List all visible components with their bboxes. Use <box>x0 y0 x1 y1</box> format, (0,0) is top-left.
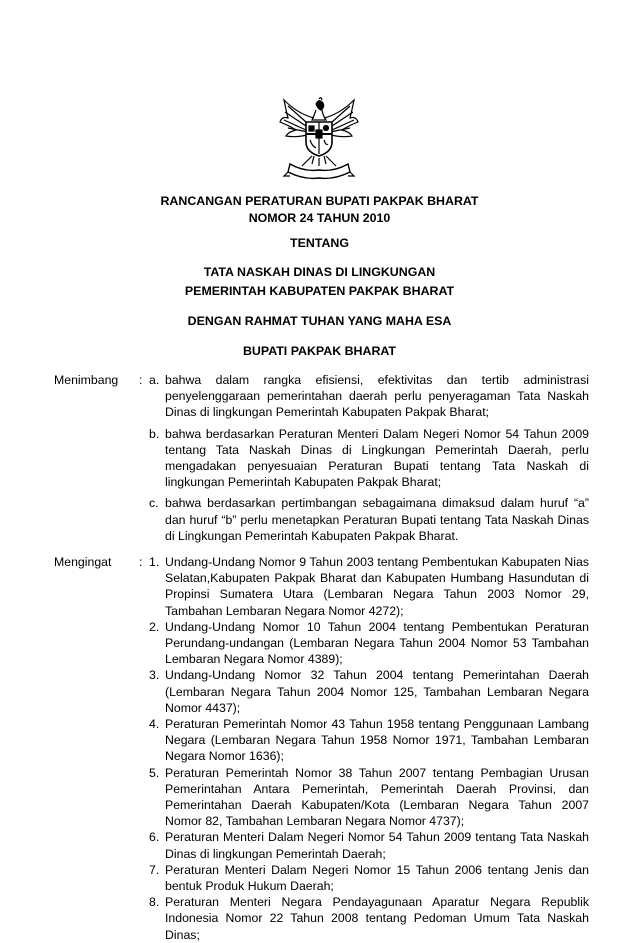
item-mark: 5. <box>149 765 160 780</box>
item-text: Undang-Undang Nomor 9 Tahun 2003 tentang Pembentukan Kabupaten Nias Selatan,Kabupaten Pakpak Bharat dan Kabupaten Humbang Hasundutan di Propinsi Sumatera Utara (Lembaran Negara Tahun 2003 Nomor 29, Tambahan Lembaran Negara Nomor 4272); <box>165 555 589 618</box>
menimbang-item <box>139 426 589 491</box>
document-title: RANCANGAN PERATURAN BUPATI PAKPAK BHARAT <box>160 194 479 208</box>
item-mark: c. <box>149 496 159 511</box>
mengingat-item <box>139 862 589 894</box>
rahmat-line: DENGAN RAHMAT TUHAN YANG MAHA ESA <box>187 314 452 328</box>
item-text: bahwa berdasarkan Peraturan Menteri Dalam Negeri Nomor 54 Tahun 2009 tentang Tata Naskah Dinas di Lingkungan Pemerintah Daerah, perlu mengadakan penyesuaian Peraturan Bupati tentang Tata Naskah di lingkungan Pemerintah Kabupaten Pakpak Bharat; <box>165 426 589 490</box>
item-text: Peraturan Pemerintah Nomor 43 Tahun 1958 tentang Penggunaan Lambang Negara (Lembaran Negara Tahun 1958 Nomor 1971, Tambahan Lembaran Negara Nomor 1636); <box>165 717 589 764</box>
item-mark: 4. <box>149 717 160 732</box>
mengingat-item <box>139 619 589 668</box>
colon: : <box>139 555 143 569</box>
mengingat-item <box>139 716 589 765</box>
item-text: Peraturan Menteri Negara Pendayagunaan Aparatur Negara Republik Indonesia Nomor 22 Tahun 2008 tentang Pedoman Umum Tata Naskah Dinas; <box>165 895 589 942</box>
item-mark: 2. <box>149 619 160 634</box>
item-text: Undang-Undang Nomor 10 Tahun 2004 tentang Pembentukan Peraturan Perundang-undangan (Lembaran Negara Tahun 2004 Nomor 53 Tambahan Lembaran Negara Nomor 4389); <box>165 619 589 667</box>
menimbang-section <box>54 372 589 544</box>
mengingat-item <box>139 894 589 943</box>
menimbang-item <box>54 372 589 421</box>
item-mark: 6. <box>149 830 160 845</box>
item-text: bahwa berdasarkan pertimbangan sebagaimana dimaksud dalam huruf “a” dan huruf “b” perlu menetapkan Peraturan Bupati tentang Tata Naskah Dinas di Lingkungan Pemerintah Kabupaten Pakpak Bharat. <box>165 496 589 543</box>
document-number: NOMOR 24 TAHUN 2010 <box>248 211 391 225</box>
item-mark: 7. <box>149 862 160 877</box>
garuda-pancasila-emblem-icon <box>276 96 362 184</box>
item-mark: 1. <box>149 555 160 569</box>
bupati-line: BUPATI PAKPAK BHARAT <box>242 344 397 358</box>
item-text: Peraturan Menteri Dalam Negeri Nomor 54 Tahun 2009 tentang Tata Naskah Dinas di lingkungan Pemerintah Daerah; <box>165 830 589 861</box>
item-mark: 3. <box>149 668 160 683</box>
item-text: Peraturan Menteri Dalam Negeri Nomor 15 Tahun 2006 tentang Jenis dan bentuk Produk Hukum Daerah; <box>165 862 589 894</box>
item-mark: 8. <box>149 895 160 910</box>
item-text: Peraturan Pemerintah Nomor 38 Tahun 2007 tentang Pembagian Urusan Pemerintahan Antara Pemerintah, Pemerintah Daerah Provinsi, dan Pemerintahan Daerah Kabupaten/Kota (Lembaran Negara Tahun 2007 Nomor 82, Tambahan Lembaran Negara Nomor 4737); <box>165 765 589 829</box>
mengingat-item <box>139 765 589 830</box>
mengingat-label: Mengingat <box>54 555 112 569</box>
mengingat-item <box>54 554 589 619</box>
mengingat-item <box>139 667 589 716</box>
item-mark: b. <box>149 426 160 441</box>
menimbang-item <box>139 495 589 544</box>
tentang-heading: TENTANG <box>290 236 349 250</box>
menimbang-label: Menimbang <box>54 373 119 387</box>
subject-line-2: PEMERINTAH KABUPATEN PAKPAK BHARAT <box>184 284 455 298</box>
item-text: Undang-Undang Nomor 32 Tahun 2004 tentang Pemerintahan Daerah (Lembaran Negara Tahun 2004 Nomor 125, Tambahan Lembaran Negara Nomor 4437); <box>165 668 589 715</box>
mengingat-item <box>139 829 589 861</box>
item-text: bahwa dalam rangka efisiensi, efektivitas dan tertib administrasi penyelenggaraan pemerintahan daerah perlu penyeragaman Tata Naskah Dinas di lingkungan Pemerintah Kabupaten Pakpak Bharat; <box>165 373 589 420</box>
subject-line-1: TATA NASKAH DINAS DI LINGKUNGAN <box>203 265 436 279</box>
colon: : <box>139 373 143 387</box>
item-mark: a. <box>149 373 160 387</box>
mengingat-section <box>54 554 589 943</box>
